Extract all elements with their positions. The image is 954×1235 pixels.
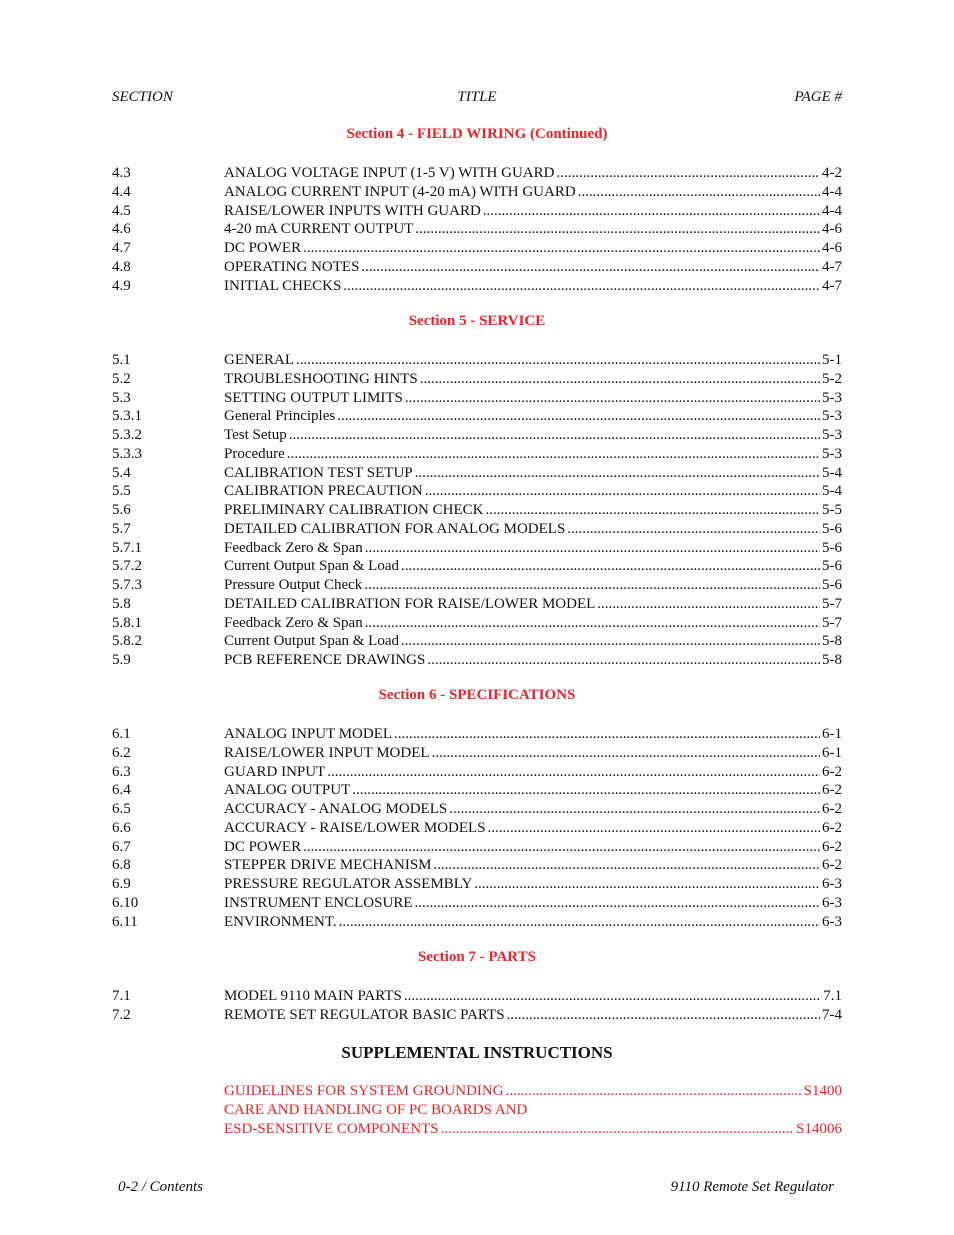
entry-number: 5.7 — [112, 520, 131, 537]
dot-leader — [337, 407, 820, 426]
dot-leader — [287, 445, 820, 464]
entry-number: 4.5 — [112, 202, 131, 219]
entry-number: 5.3.1 — [112, 408, 142, 425]
toc-entry[interactable] — [112, 202, 842, 221]
entry-number: 5.6 — [112, 502, 131, 518]
column-header-section: SECTION — [112, 89, 173, 105]
entry-title: Pressure Output Check — [224, 577, 363, 593]
entry-number: 6.4 — [112, 782, 131, 799]
entry-number: 4.3 — [112, 165, 131, 181]
dot-leader — [597, 595, 820, 614]
dot-leader — [303, 838, 820, 857]
entry-title: ANALOG OUTPUT — [224, 782, 351, 799]
entry-title: GENERAL — [224, 352, 294, 368]
entry-title: ANALOG VOLTAGE INPUT (1-5 V) WITH GUARD — [224, 165, 555, 181]
entry-number: 6.10 — [112, 894, 139, 911]
dot-leader — [339, 913, 820, 932]
entry-number: 6.2 — [112, 744, 131, 761]
entry-page: 4-7 — [822, 258, 842, 275]
section-heading: Section 5 - SERVICE — [408, 313, 546, 329]
entry-number: 5.8 — [112, 595, 131, 612]
dot-leader — [441, 1120, 795, 1139]
column-header-title: TITLE — [457, 89, 497, 105]
entry-number: 4.7 — [112, 240, 131, 256]
entry-title: STEPPER DRIVE MECHANISM — [224, 857, 432, 874]
dot-leader — [474, 875, 820, 894]
dot-leader — [296, 351, 820, 370]
entry-page: 6-2 — [822, 782, 842, 799]
toc-entry[interactable] — [112, 482, 842, 501]
entry-title: RAISE/LOWER INPUT MODEL — [224, 744, 430, 761]
entry-title: General Principles — [224, 408, 336, 425]
toc-entry[interactable] — [112, 894, 842, 913]
toc-entry[interactable] — [112, 651, 842, 670]
entry-number: 4.8 — [112, 258, 131, 275]
dot-leader — [567, 520, 820, 539]
dot-leader — [425, 482, 820, 501]
entry-number: 5.7.2 — [112, 558, 142, 575]
toc-entry[interactable] — [112, 164, 842, 183]
entry-number: 4.9 — [112, 277, 131, 294]
entry-title: REMOTE SET REGULATOR BASIC PARTS — [224, 1006, 505, 1023]
dot-leader — [343, 277, 820, 296]
entry-title: ACCURACY - RAISE/LOWER MODELS — [224, 819, 486, 836]
toc-entry[interactable] — [112, 875, 842, 894]
entry-number: 7.1 — [112, 988, 131, 1004]
entry-title: ANALOG CURRENT INPUT (4-20 mA) WITH GUARD — [224, 183, 576, 200]
entry-title: GUIDELINES FOR SYSTEM GROUNDING — [224, 1083, 504, 1099]
dot-leader — [578, 183, 820, 202]
entry-number: 6.6 — [112, 819, 131, 836]
dot-leader — [365, 614, 820, 633]
entry-number: 5.5 — [112, 483, 131, 500]
toc-entry[interactable] — [112, 800, 842, 819]
toc-entry[interactable] — [112, 838, 842, 857]
entry-number: 6.7 — [112, 838, 131, 855]
toc-entry[interactable] — [112, 239, 842, 258]
dot-leader — [401, 557, 820, 576]
entry-number: 6.9 — [112, 876, 131, 892]
toc-entry[interactable] — [112, 407, 842, 426]
entry-page: 4-2 — [822, 165, 842, 181]
entry-title: RAISE/LOWER INPUTS WITH GUARD — [224, 202, 481, 219]
toc-entry[interactable] — [112, 220, 842, 239]
entry-number: 7.2 — [112, 1006, 131, 1023]
toc-entry[interactable] — [112, 819, 842, 838]
footer-left: 0-2 / Contents — [118, 1179, 203, 1195]
entry-title: Feedback Zero & Span — [224, 614, 363, 631]
entry-number: 5.3.2 — [112, 427, 142, 443]
dot-leader — [303, 239, 820, 258]
entry-page: 4-6 — [822, 240, 842, 256]
toc-entry[interactable] — [112, 464, 842, 483]
toc-entry[interactable] — [112, 183, 842, 202]
entry-number: 5.9 — [112, 652, 131, 668]
entry-title: MODEL 9110 MAIN PARTS — [224, 988, 402, 1004]
entry-title: Feedback Zero & Span — [224, 539, 363, 556]
entry-page: 5-3 — [822, 389, 842, 406]
footer-right: 9110 Remote Set Regulator — [670, 1179, 834, 1195]
entry-page: 4-4 — [822, 202, 842, 219]
entry-page: 5-6 — [822, 520, 842, 537]
entry-title: DC POWER — [224, 838, 302, 855]
dot-leader — [327, 763, 820, 782]
entry-title: INITIAL CHECKS — [224, 277, 342, 294]
entry-title: PCB REFERENCE DRAWINGS — [224, 652, 426, 668]
entry-page: 7.1 — [823, 988, 842, 1004]
entry-page: 6-2 — [822, 763, 842, 780]
entry-title: CALIBRATION PRECAUTION — [224, 483, 423, 500]
entry-title: Test Setup — [224, 427, 287, 443]
dot-leader — [420, 370, 820, 389]
column-header-page: PAGE # — [794, 89, 842, 105]
entry-title: ENVIRONMENT. — [224, 913, 337, 930]
entry-title: INSTRUMENT ENCLOSURE — [224, 894, 413, 911]
toc-entry[interactable] — [112, 576, 842, 595]
supplemental-entry[interactable] — [112, 1082, 842, 1101]
entry-title: ACCURACY - ANALOG MODELS — [224, 801, 448, 817]
dot-leader — [401, 632, 820, 651]
entry-title: PRESSURE REGULATOR ASSEMBLY — [224, 876, 473, 892]
dot-leader — [415, 220, 820, 239]
entry-page: S14006 — [796, 1121, 842, 1137]
section-heading: Section 4 - FIELD WIRING (Continued) — [346, 126, 608, 142]
entry-title: CALIBRATION TEST SETUP — [224, 464, 413, 481]
entry-page: 5-3 — [822, 445, 842, 462]
entry-page: 4-4 — [822, 183, 842, 200]
dot-leader — [427, 651, 820, 670]
toc-entry[interactable] — [112, 258, 842, 277]
dot-leader — [488, 819, 820, 838]
toc-entry[interactable] — [112, 725, 842, 744]
toc-entry[interactable] — [112, 539, 842, 558]
entry-title: 4-20 mA CURRENT OUTPUT — [224, 221, 414, 238]
toc-entry[interactable] — [112, 744, 842, 763]
entry-page: 5-5 — [822, 502, 842, 518]
entry-page: 5-1 — [822, 352, 842, 368]
entry-title: Current Output Span & Load — [224, 633, 399, 650]
entry-number: 5.3.3 — [112, 445, 142, 462]
entry-page: 5-7 — [822, 595, 842, 612]
dot-leader — [361, 258, 820, 277]
dot-leader — [434, 856, 820, 875]
entry-title: DETAILED CALIBRATION FOR RAISE/LOWER MODEL — [224, 595, 596, 612]
toc-entry[interactable] — [112, 426, 842, 445]
entry-number: 5.3 — [112, 389, 131, 406]
entry-page: 6-1 — [822, 744, 842, 761]
section-heading: Section 6 - SPECIFICATIONS — [378, 687, 576, 703]
entry-page: 5-6 — [822, 539, 842, 556]
entry-title: PRELIMINARY CALIBRATION CHECK — [224, 502, 484, 518]
supplemental-heading: SUPPLEMENTAL INSTRUCTIONS — [341, 1043, 613, 1062]
toc-entry[interactable] — [112, 520, 842, 539]
entry-page: 5-6 — [822, 577, 842, 593]
dot-leader — [556, 164, 820, 183]
dot-leader — [507, 1006, 820, 1025]
entry-number: 6.1 — [112, 726, 131, 742]
toc-entry[interactable] — [112, 763, 842, 782]
dot-leader — [365, 539, 820, 558]
toc-entry[interactable] — [112, 595, 842, 614]
entry-title: SETTING OUTPUT LIMITS — [224, 389, 403, 406]
entry-page: 5-4 — [822, 464, 842, 481]
entry-number: 5.4 — [112, 464, 131, 481]
entry-number: 6.5 — [112, 801, 131, 817]
entry-number: 4.6 — [112, 221, 131, 238]
dot-leader — [432, 744, 820, 763]
dot-leader — [485, 501, 820, 520]
toc-entry[interactable] — [112, 389, 842, 408]
entry-page: 5-7 — [822, 614, 842, 631]
entry-title: ANALOG INPUT MODEL — [224, 726, 393, 742]
toc-entry[interactable] — [112, 632, 842, 651]
dot-leader — [483, 202, 820, 221]
entry-number: 5.8.2 — [112, 633, 142, 650]
entry-title: DC POWER — [224, 240, 302, 256]
entry-number: 6.11 — [112, 913, 138, 930]
entry-page: 6-3 — [822, 894, 842, 911]
entry-title: TROUBLESHOOTING HINTS — [224, 370, 418, 387]
toc-entry[interactable] — [112, 781, 842, 800]
entry-page: 6-2 — [822, 819, 842, 836]
entry-page: 6-2 — [822, 838, 842, 855]
entry-page: 5-6 — [822, 558, 842, 575]
toc-entry[interactable] — [112, 501, 842, 520]
entry-number: 5.1 — [112, 352, 131, 368]
entry-page: 5-3 — [822, 427, 842, 443]
entry-title: GUARD INPUT — [224, 763, 326, 780]
entry-title: DETAILED CALIBRATION FOR ANALOG MODELS — [224, 520, 566, 537]
toc-entry[interactable] — [112, 856, 842, 875]
entry-number: 6.3 — [112, 763, 131, 780]
supplemental-entry-line1: CARE AND HANDLING OF PC BOARDS AND — [224, 1102, 528, 1118]
entry-page: 5-8 — [822, 633, 842, 650]
toc-entry[interactable] — [112, 614, 842, 633]
dot-leader — [289, 426, 820, 445]
entry-page: 5-3 — [822, 408, 842, 425]
entry-number: 4.4 — [112, 183, 131, 200]
entry-page: 6-2 — [822, 801, 842, 817]
dot-leader — [415, 464, 820, 483]
dot-leader — [506, 1082, 802, 1101]
toc-entry[interactable] — [112, 987, 842, 1006]
entry-number: 5.8.1 — [112, 614, 142, 631]
toc-entry[interactable] — [112, 445, 842, 464]
toc-entry[interactable] — [112, 370, 842, 389]
entry-page: 6-3 — [822, 913, 842, 930]
dot-leader — [364, 576, 820, 595]
entry-page: 5-4 — [822, 483, 842, 500]
entry-title: ESD-SENSITIVE COMPONENTS — [224, 1121, 439, 1137]
dot-leader — [414, 894, 820, 913]
toc-entry[interactable] — [112, 277, 842, 296]
entry-page: 6-3 — [822, 876, 842, 892]
section-heading: Section 7 - PARTS — [418, 949, 536, 965]
dot-leader — [394, 725, 820, 744]
entry-number: 5.2 — [112, 370, 131, 387]
entry-title: OPERATING NOTES — [224, 258, 360, 275]
toc-entry[interactable] — [112, 913, 842, 932]
entry-number: 5.7.1 — [112, 539, 142, 556]
entry-page: 4-6 — [822, 221, 842, 238]
dot-leader — [404, 987, 821, 1006]
dot-leader — [352, 781, 820, 800]
toc-entry[interactable] — [112, 1006, 842, 1025]
entry-page: 6-2 — [822, 857, 842, 874]
entry-page: 5-8 — [822, 652, 842, 668]
entry-page: S1400 — [803, 1083, 842, 1099]
entry-title: Current Output Span & Load — [224, 558, 399, 575]
toc-entry[interactable] — [112, 557, 842, 576]
entry-number: 6.8 — [112, 857, 131, 874]
entry-page: 7-4 — [822, 1006, 842, 1023]
entry-title: Procedure — [224, 445, 285, 462]
entry-number: 5.7.3 — [112, 577, 142, 593]
toc-entry[interactable] — [112, 351, 842, 370]
dot-leader — [405, 389, 820, 408]
entry-page: 6-1 — [822, 726, 842, 742]
supplemental-entry[interactable] — [112, 1120, 842, 1139]
entry-page: 4-7 — [822, 277, 842, 294]
entry-page: 5-2 — [822, 370, 842, 387]
dot-leader — [449, 800, 820, 819]
